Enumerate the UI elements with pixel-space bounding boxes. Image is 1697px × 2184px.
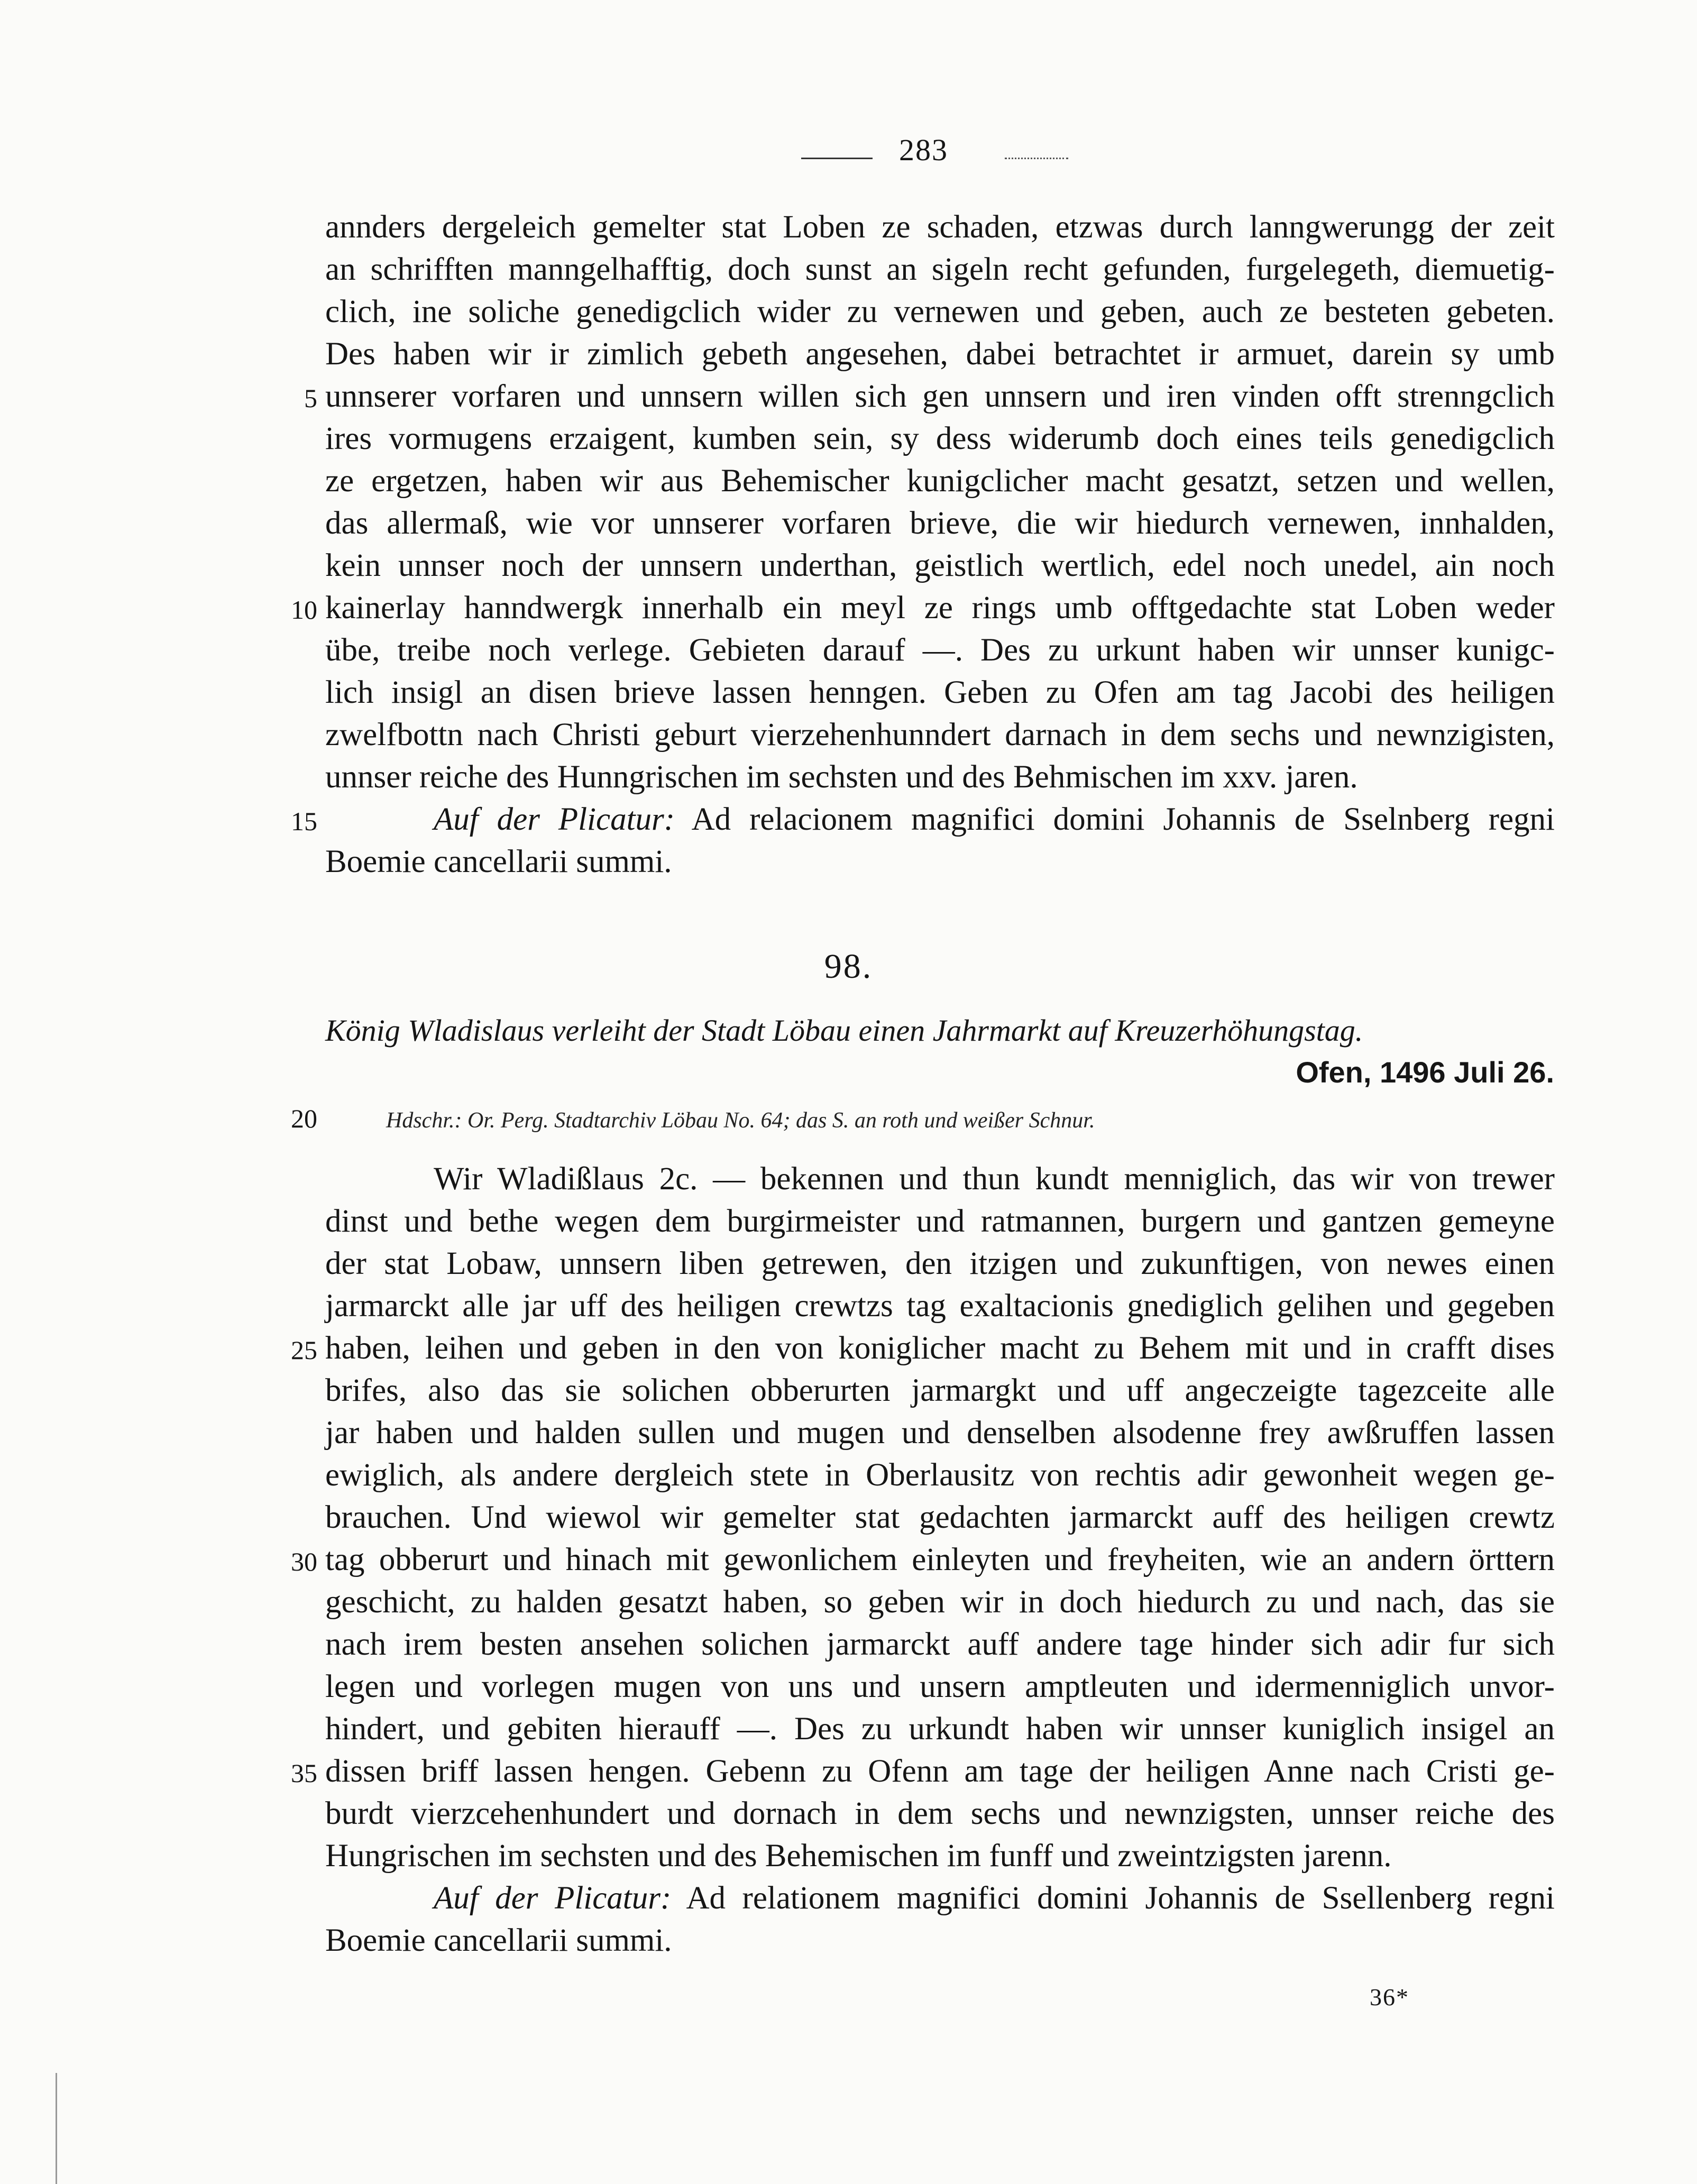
text-line: legen und vorlegen mugen von uns und unsern amptleuten und idermenniglich unvor- xyxy=(325,1669,1555,1704)
text-line: annders dergeleich gemelter stat Loben ze schaden, etzwas durch lanngwerungg der zeit xyxy=(325,209,1555,245)
text-line: ze ergetzen, haben wir aus Behemischer kunigclicher macht gesatzt, setzen und wellen, xyxy=(325,463,1555,499)
text-line: dissen briff lassen hengen. Gebenn zu Ofenn am tage der heiligen Anne nach Cristi ge- xyxy=(325,1754,1555,1789)
text-line: Boemie cancellarii summi. xyxy=(325,1923,672,1958)
text-line: brauchen. Und wiewol wir gemelter stat gedachten jarmarckt auff des heiligen crewtz xyxy=(325,1500,1555,1535)
line-number: 5 xyxy=(304,383,317,413)
text-line: unnserer vorfaren und unnsern willen sich gen unnsern und iren vinden offt strenngclich xyxy=(325,379,1555,414)
page-header xyxy=(0,132,1697,180)
text-line: an schrifften manngelhafftig, doch sunst an sigeln recht gefunden, furgelegeth, diemuetig- xyxy=(325,252,1555,287)
document-date: Ofen, 1496 Juli 26. xyxy=(1296,1056,1554,1089)
text-line: Hungrischen im sechsten und des Behemischen im funff und zweintzigsten jarenn. xyxy=(325,1838,1392,1874)
text-line: brifes, also das sie solichen obberurten jarmargkt und uff angeczeigte tagezceite alle xyxy=(325,1373,1555,1408)
line-number: 10 xyxy=(291,595,317,625)
line-number: 20 xyxy=(291,1104,317,1133)
plicatur-label: Auf der Plicatur: xyxy=(434,1880,672,1916)
sheet-signature: 36* xyxy=(1370,1984,1409,2011)
plicatur-text: Ad relacionem magnifici domini Johannis de Sselnberg regni xyxy=(691,802,1555,837)
text-line: dinst und bethe wegen dem burgirmeister und ratmannen, burgern und gantzen gemeyne xyxy=(325,1204,1555,1239)
plicatur-note xyxy=(434,1877,1555,1920)
text-line: tag obberurt und hinach mit gewonlichem einleyten und freyheiten, wie an andern örttern xyxy=(325,1542,1555,1577)
text-line: Des haben wir ir zimlich gebeth angesehen, dabei betrachtet ir armuet, darein sy umb xyxy=(325,336,1555,372)
text-line: Boemie cancellarii summi. xyxy=(325,844,672,879)
document-number: 98. xyxy=(824,947,873,986)
header-rule-left xyxy=(801,158,873,159)
text-line: Wir Wladißlaus 2c. — bekennen und thun kundt menniglich, das wir von trewer xyxy=(434,1161,1555,1197)
line-number: 30 xyxy=(291,1547,317,1576)
text-line: jar haben und halden sullen und mugen und denselben alsodenne frey awßruffen lassen xyxy=(325,1415,1555,1451)
text-line: clich, ine soliche genedigclich wider zu vernewen und geben, auch ze besteten gebeten. xyxy=(325,294,1555,329)
regest-heading: König Wladislaus verleiht der Stadt Löbau einen Jahrmarkt auf Kreuzerhöhungstag. xyxy=(325,1013,1363,1048)
plicatur-text: Ad relationem magnifici domini Johannis de Ssellenberg regni xyxy=(686,1880,1555,1916)
line-number: 35 xyxy=(291,1758,317,1788)
text-line: jarmarckt alle jar uff des heiligen crewtzs tag exaltacionis gnediglich gelihen und gegeben xyxy=(325,1288,1555,1324)
text-line: das allermaß, wie vor unnserer vorfaren brieve, die wir hiedurch vernewen, innhalden, xyxy=(325,506,1555,541)
text-line: kainerlay hanndwergk innerhalb ein meyl ze rings umb offtgedachte stat Loben weder xyxy=(325,590,1555,626)
text-line: übe, treibe noch verlege. Gebieten darauf —. Des zu urkunt haben wir unnser kunigc- xyxy=(325,632,1555,668)
page-edge-mark xyxy=(56,2073,57,2184)
text-line: hindert, und gebiten hierauff —. Des zu urkundt haben wir unnser kuniglich insigel an xyxy=(325,1711,1555,1747)
text-line: lich insigl an disen brieve lassen henngen. Geben zu Ofen am tag Jacobi des heiligen xyxy=(325,675,1555,710)
text-line: ewiglich, als andere dergleich stete in Oberlausitz von rechtis adir gewonheit wegen ge- xyxy=(325,1457,1555,1493)
header-rule-right xyxy=(1005,158,1068,159)
plicatur-note xyxy=(434,799,1555,841)
text-line: geschicht, zu halden gesatzt haben, so geben wir in doch hiedurch zu und nach, das sie xyxy=(325,1584,1555,1620)
text-line: kein unnser noch der unnsern underthan, geistlich wertlich, edel noch unedel, ain noch xyxy=(325,548,1555,583)
text-line: zwelfbottn nach Christi geburt vierzehenhunndert darnach in dem sechs und newnzigisten, xyxy=(325,717,1555,753)
text-line: burdt vierzcehenhundert und dornach in dem sechs und newnzigsten, unnser reiche des xyxy=(325,1796,1555,1831)
line-number: 25 xyxy=(291,1335,317,1365)
manuscript-source: Hdschr.: Or. Perg. Stadtarchiv Löbau No. 64; das S. an roth und weißer Schnur. xyxy=(386,1108,1095,1133)
text-line: der stat Lobaw, unnsern liben getrewen, den itzigen und zukunftigen, von newes einen xyxy=(325,1246,1555,1281)
text-line: haben, leihen und geben in den von koniglicher macht zu Behem mit und in crafft dises xyxy=(325,1330,1555,1366)
text-line: nach irem besten ansehen solichen jarmarckt auff andere tage hinder sich adir fur sich xyxy=(325,1627,1555,1662)
text-line: unnser reiche des Hunngrischen im sechsten und des Behmischen im xxv. jaren. xyxy=(325,759,1358,795)
text-line: ires vormugens erzaigent, kumben sein, sy dess widerumb doch eines teils genedigclich xyxy=(325,421,1555,456)
plicatur-label: Auf der Plicatur: xyxy=(434,802,675,837)
page-number: 283 xyxy=(899,133,948,167)
line-number: 15 xyxy=(291,806,317,836)
